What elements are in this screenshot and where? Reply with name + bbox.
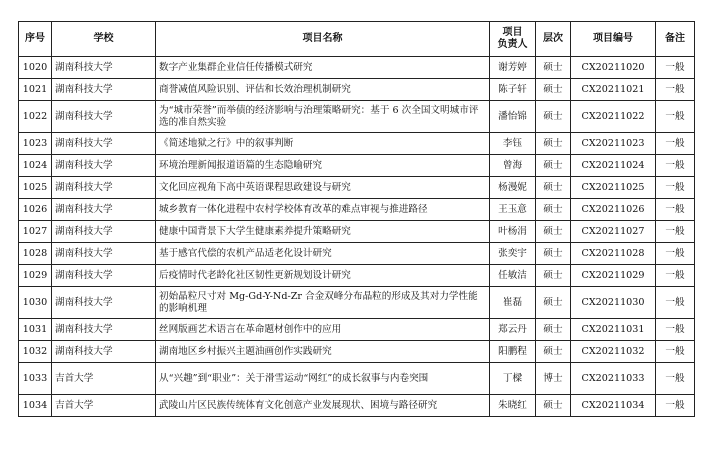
cell-remark: 一般 <box>656 133 695 155</box>
cell-project-no: CX20211024 <box>571 155 656 177</box>
cell-project-name: 健康中国背景下大学生健康素养提升策略研究 <box>156 221 490 243</box>
cell-leader: 叶杨涓 <box>490 221 536 243</box>
header-level: 层次 <box>536 22 571 57</box>
cell-project-name: 基于感官代偿的农机产品适老化设计研究 <box>156 243 490 265</box>
cell-seq: 1034 <box>19 395 52 417</box>
cell-level: 硕士 <box>536 177 571 199</box>
cell-remark: 一般 <box>656 199 695 221</box>
cell-seq: 1022 <box>19 101 52 133</box>
cell-leader: 崔磊 <box>490 287 536 319</box>
cell-project-no: CX20211032 <box>571 341 656 363</box>
cell-seq: 1031 <box>19 319 52 341</box>
cell-level: 硕士 <box>536 395 571 417</box>
header-seq: 序号 <box>19 22 52 57</box>
cell-level: 硕士 <box>536 221 571 243</box>
cell-school: 吉首大学 <box>52 395 156 417</box>
cell-school: 吉首大学 <box>52 363 156 395</box>
cell-school: 湖南科技大学 <box>52 101 156 133</box>
cell-level: 硕士 <box>536 287 571 319</box>
cell-remark: 一般 <box>656 221 695 243</box>
cell-level: 博士 <box>536 363 571 395</box>
cell-project-no: CX20211020 <box>571 57 656 79</box>
cell-remark: 一般 <box>656 319 695 341</box>
cell-project-no: CX20211031 <box>571 319 656 341</box>
cell-seq: 1030 <box>19 287 52 319</box>
cell-remark: 一般 <box>656 395 695 417</box>
cell-leader: 郑云丹 <box>490 319 536 341</box>
cell-project-no: CX20211026 <box>571 199 656 221</box>
cell-leader: 王玉意 <box>490 199 536 221</box>
cell-leader: 朱晓红 <box>490 395 536 417</box>
cell-seq: 1027 <box>19 221 52 243</box>
cell-seq: 1028 <box>19 243 52 265</box>
cell-project-name: 商誉减值风险识别、评估和长效治理机制研究 <box>156 79 490 101</box>
project-table <box>18 21 695 417</box>
cell-leader: 任敏洁 <box>490 265 536 287</box>
cell-school: 湖南科技大学 <box>52 79 156 101</box>
table-header-row <box>19 22 695 57</box>
cell-school: 湖南科技大学 <box>52 199 156 221</box>
cell-remark: 一般 <box>656 287 695 319</box>
table-row <box>19 221 695 243</box>
cell-leader: 曾海 <box>490 155 536 177</box>
cell-project-name: 为“城市荣誉”而举债的经济影响与治理策略研究：基于 6 次全国文明城市评选的准自然实验 <box>156 101 490 133</box>
cell-remark: 一般 <box>656 243 695 265</box>
cell-project-name: 数字产业集群企业信任传播模式研究 <box>156 57 490 79</box>
cell-level: 硕士 <box>536 319 571 341</box>
cell-project-no: CX20211021 <box>571 79 656 101</box>
cell-school: 湖南科技大学 <box>52 319 156 341</box>
table-row <box>19 79 695 101</box>
cell-level: 硕士 <box>536 199 571 221</box>
table-row <box>19 395 695 417</box>
cell-leader: 张奕宇 <box>490 243 536 265</box>
table-row <box>19 243 695 265</box>
cell-remark: 一般 <box>656 79 695 101</box>
cell-project-name: 城乡教育一体化进程中农村学校体育改革的难点审视与推进路径 <box>156 199 490 221</box>
table-row <box>19 363 695 395</box>
cell-remark: 一般 <box>656 265 695 287</box>
cell-level: 硕士 <box>536 265 571 287</box>
cell-school: 湖南科技大学 <box>52 287 156 319</box>
cell-project-name: 文化回应视角下高中英语课程思政建设与研究 <box>156 177 490 199</box>
table-row <box>19 155 695 177</box>
cell-seq: 1026 <box>19 199 52 221</box>
cell-remark: 一般 <box>656 155 695 177</box>
cell-remark: 一般 <box>656 177 695 199</box>
cell-leader: 谢芳婷 <box>490 57 536 79</box>
cell-remark: 一般 <box>656 363 695 395</box>
cell-level: 硕士 <box>536 341 571 363</box>
cell-project-no: CX20211030 <box>571 287 656 319</box>
table-row <box>19 199 695 221</box>
cell-school: 湖南科技大学 <box>52 57 156 79</box>
cell-level: 硕士 <box>536 243 571 265</box>
cell-leader: 丁樑 <box>490 363 536 395</box>
cell-project-name: 丝网版画艺术语言在革命题材创作中的应用 <box>156 319 490 341</box>
cell-level: 硕士 <box>536 79 571 101</box>
table-row <box>19 265 695 287</box>
cell-remark: 一般 <box>656 101 695 133</box>
cell-project-name: 初始晶粒尺寸对 Mg-Gd-Y-Nd-Zr 合金双峰分布晶粒的形成及其对力学性能的影响机理 <box>156 287 490 319</box>
cell-project-name: 《简述地狱之行》中的叙事判断 <box>156 133 490 155</box>
cell-project-no: CX20211027 <box>571 221 656 243</box>
cell-remark: 一般 <box>656 341 695 363</box>
cell-project-no: CX20211023 <box>571 133 656 155</box>
table-row <box>19 319 695 341</box>
cell-project-no: CX20211034 <box>571 395 656 417</box>
cell-level: 硕士 <box>536 155 571 177</box>
table-row <box>19 287 695 319</box>
header-project-no: 项目编号 <box>571 22 656 57</box>
cell-leader: 陈子轩 <box>490 79 536 101</box>
cell-project-no: CX20211022 <box>571 101 656 133</box>
cell-project-name: 环境治理新闻报道语篇的生态隐喻研究 <box>156 155 490 177</box>
cell-project-no: CX20211028 <box>571 243 656 265</box>
cell-project-name: 武陵山片区民族传统体育文化创意产业发展现状、困境与路径研究 <box>156 395 490 417</box>
table-row <box>19 57 695 79</box>
cell-leader: 潘怡锦 <box>490 101 536 133</box>
table-row <box>19 133 695 155</box>
cell-seq: 1029 <box>19 265 52 287</box>
header-remark: 备注 <box>656 22 695 57</box>
cell-level: 硕士 <box>536 133 571 155</box>
cell-school: 湖南科技大学 <box>52 155 156 177</box>
cell-level: 硕士 <box>536 101 571 133</box>
table-row <box>19 101 695 133</box>
cell-project-name: 湖南地区乡村振兴主题油画创作实践研究 <box>156 341 490 363</box>
cell-leader: 阳鹏程 <box>490 341 536 363</box>
cell-school: 湖南科技大学 <box>52 341 156 363</box>
cell-seq: 1024 <box>19 155 52 177</box>
table-row <box>19 177 695 199</box>
cell-school: 湖南科技大学 <box>52 243 156 265</box>
header-project-name: 项目名称 <box>156 22 490 57</box>
cell-seq: 1033 <box>19 363 52 395</box>
cell-project-no: CX20211025 <box>571 177 656 199</box>
cell-seq: 1023 <box>19 133 52 155</box>
cell-level: 硕士 <box>536 57 571 79</box>
cell-project-no: CX20211033 <box>571 363 656 395</box>
cell-project-name: 后疫情时代老龄化社区韧性更新规划设计研究 <box>156 265 490 287</box>
cell-leader: 李钰 <box>490 133 536 155</box>
cell-school: 湖南科技大学 <box>52 177 156 199</box>
cell-leader: 杨漫妮 <box>490 177 536 199</box>
cell-seq: 1025 <box>19 177 52 199</box>
cell-school: 湖南科技大学 <box>52 133 156 155</box>
cell-school: 湖南科技大学 <box>52 265 156 287</box>
header-school: 学校 <box>52 22 156 57</box>
cell-school: 湖南科技大学 <box>52 221 156 243</box>
cell-project-no: CX20211029 <box>571 265 656 287</box>
cell-seq: 1021 <box>19 79 52 101</box>
cell-project-name: 从“兴趣”到“职业”：关于滑雪运动“网红”的成长叙事与内卷突围 <box>156 363 490 395</box>
table-row <box>19 341 695 363</box>
cell-remark: 一般 <box>656 57 695 79</box>
cell-seq: 1020 <box>19 57 52 79</box>
header-leader: 项目 负责人 <box>490 22 536 57</box>
cell-seq: 1032 <box>19 341 52 363</box>
